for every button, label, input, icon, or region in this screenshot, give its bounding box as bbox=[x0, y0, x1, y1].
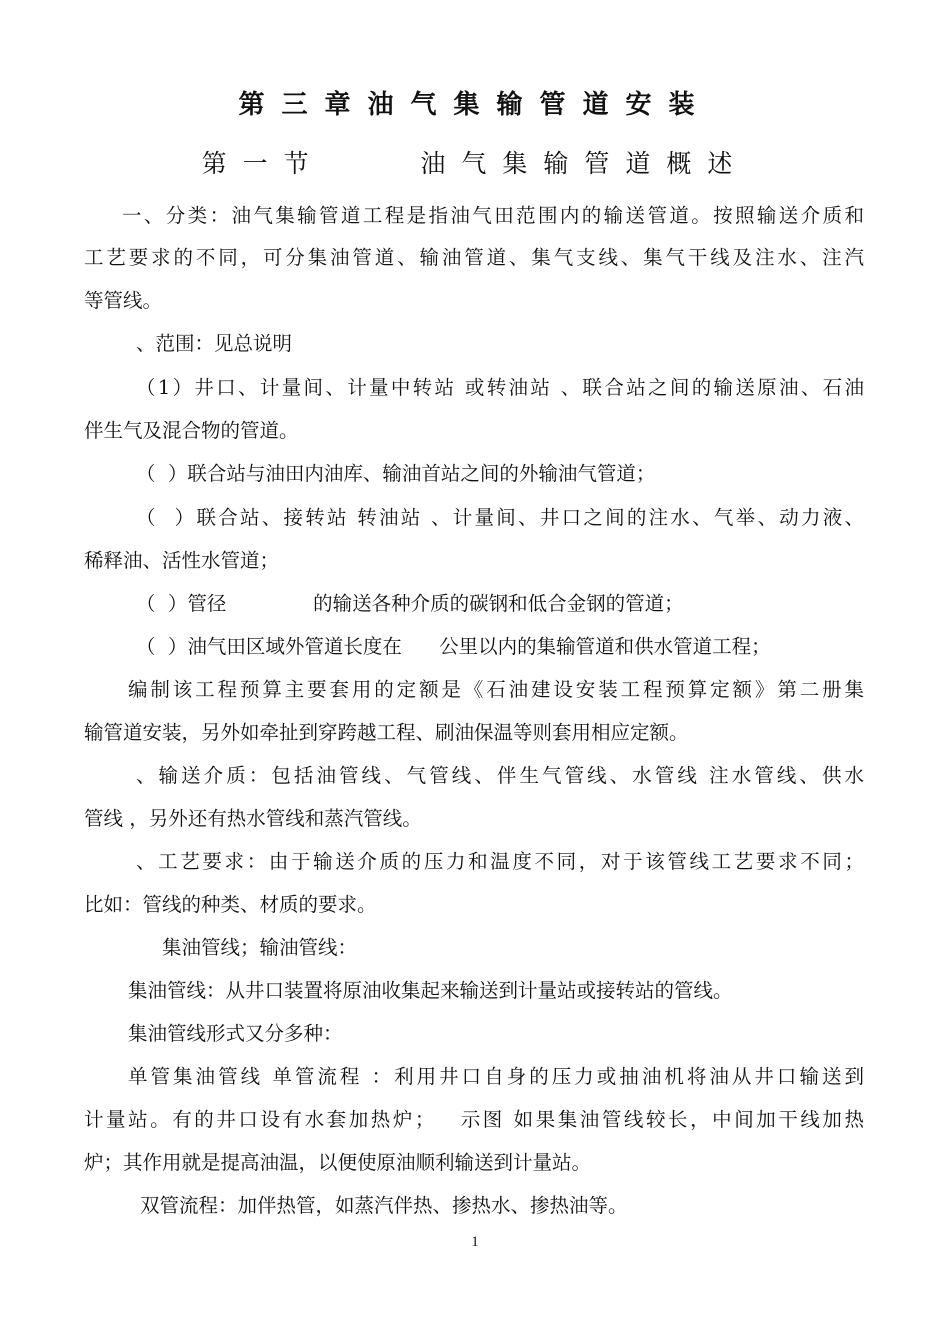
text-line: 等管线。 bbox=[84, 289, 163, 312]
text-line: （ ）联合站与油田内油库、输油首站之间的外输油气管道； bbox=[136, 462, 656, 485]
text-line: 编制该工程预算主要套用的定额是《石油建设安装工程预算定额》第二册集 bbox=[128, 678, 864, 701]
text-line: 集油管线形式又分多种： bbox=[128, 1022, 343, 1045]
text-line: （1）井口、计量间、计量中转站 或转油站 、联合站之间的输送原油、石油 bbox=[136, 376, 864, 399]
chapter-title: 第三章油气集输管道安装 bbox=[238, 90, 712, 120]
text-line: 输管道安装，另外如牵扯到穿跨越工程、刷油保温等则套用相应定额。 bbox=[84, 721, 689, 744]
section-title: 第一节 油气集输管道概述 bbox=[201, 149, 749, 178]
page-number: 1 bbox=[471, 1234, 479, 1250]
text-line: 、工艺要求：由于输送介质的压力和温度不同，对于该管线工艺要求不同； bbox=[136, 850, 864, 873]
text-line: 集油管线：从井口装置将原油收集起来输送到计量站或接转站的管线。 bbox=[128, 979, 733, 1002]
text-line: 工艺要求的不同，可分集油管道、输油管道、集气支线、集气干线及注水、注汽 bbox=[84, 246, 864, 269]
text-line: 伴生气及混合物的管道。 bbox=[84, 419, 299, 442]
text-line: 单管集油管线 单管流程 ：利用井口自身的压力或抽油机将油从井口输送到 bbox=[128, 1065, 864, 1088]
text-line: 计量站。有的井口设有水套加热炉； 示图 如果集油管线较长，中间加干线加热 bbox=[84, 1108, 864, 1131]
text-line: （ ）油气田区域外管道长度在 公里以内的集输管道和供水管道工程； bbox=[136, 635, 771, 658]
text-line: 集油管线；输油管线： bbox=[162, 936, 358, 959]
text-line: 、输送介质：包括油管线、气管线、伴生气管线、水管线 注水管线、供水 bbox=[136, 764, 864, 787]
text-line: 一、分类：油气集输管道工程是指油气田范围内的输送管道。按照输送介质和 bbox=[122, 204, 864, 227]
text-line: 双管流程：加伴热管，如蒸汽伴热、掺热水、掺热油等。 bbox=[140, 1194, 628, 1217]
text-line: （ ）联合站、接转站 转油站 、计量间、井口之间的注水、气举、动力液、 bbox=[136, 506, 864, 529]
text-line: 、范围：见总说明 bbox=[136, 332, 293, 355]
text-line: 稀释油、活性水管道； bbox=[84, 549, 280, 572]
text-line: 管线 ，另外还有热水管线和蒸汽管线。 bbox=[84, 807, 422, 830]
text-line: 炉；其作用就是提高油温，以便使原油顺利输送到计量站。 bbox=[84, 1151, 592, 1174]
text-line: 比如：管线的种类、材质的要求。 bbox=[84, 893, 377, 916]
text-line: （ ）管径 的输送各种介质的碳钢和低合金钢的管道； bbox=[136, 592, 684, 615]
